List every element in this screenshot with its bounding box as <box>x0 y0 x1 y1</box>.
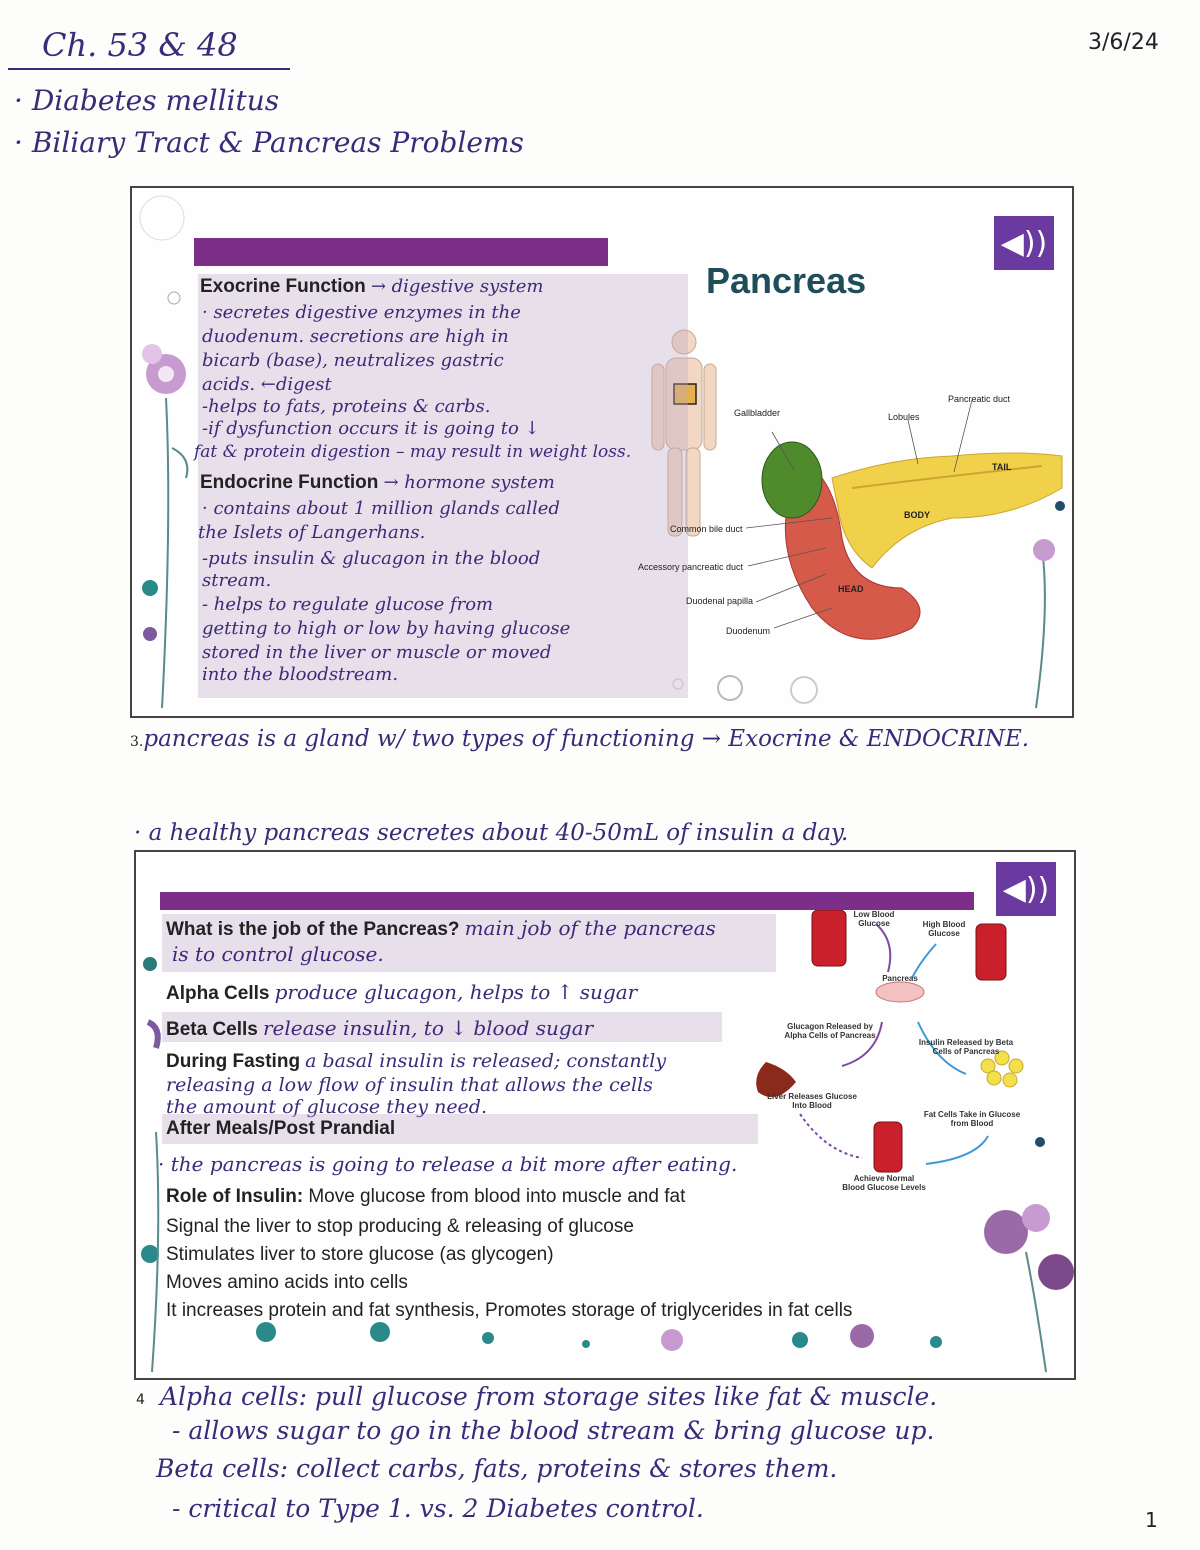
note-4-line: - critical to Type 1. vs. 2 Diabetes control. <box>172 1494 704 1523</box>
label-duodenal-papilla: Duodenal papilla <box>686 596 754 606</box>
diagram-fat-cells: Fat Cells Take in Glucose from Blood <box>923 1110 1021 1128</box>
slide1-notes <box>194 274 688 698</box>
after-meals-note: · the pancreas is going to release a bit more after eating. <box>158 1152 738 1176</box>
topic-2: · Biliary Tract & Pancreas Problems <box>14 126 524 159</box>
endocrine-line: into the bloodstream. <box>202 664 399 685</box>
diagram-glucagon-released: Glucagon Released by Alpha Cells of Pancreas <box>784 1022 876 1040</box>
alpha-cells: Alpha Cells produce glucagon, helps to ↑ sugar <box>166 980 638 1004</box>
role-line: It increases protein and fat synthesis, Promotes storage of triglycerides in fat cells <box>166 1300 853 1321</box>
endocrine-line: -puts insulin & glucagon in the blood <box>202 548 541 569</box>
slide-pancreas <box>130 186 1074 718</box>
slide-pancreas-job <box>134 850 1076 1380</box>
exocrine-heading: Exocrine Function <box>200 276 366 297</box>
fasting-line: the amount of glucose they need. <box>166 1096 488 1118</box>
speaker-icon[interactable]: ◀)) <box>994 216 1054 270</box>
job-question: What is the job of the Pancreas? main job of the pancreas <box>166 916 716 940</box>
exocrine-line: -if dysfunction occurs it is going to ↓ <box>202 418 540 439</box>
endocrine-line: stored in the liver or muscle or moved <box>202 642 552 663</box>
role-line: Stimulates liver to store glucose (as glycogen) <box>166 1244 554 1265</box>
exocrine-line: · secretes digestive enzymes in the <box>202 302 521 323</box>
label-pancreatic-duct: Pancreatic duct <box>948 394 1011 404</box>
label-gallbladder: Gallbladder <box>734 408 781 418</box>
role-line: Moves amino acids into cells <box>166 1272 408 1293</box>
note-4-number: 4 <box>136 1392 145 1408</box>
exocrine-line: duodenum. secretions are high in <box>202 326 509 347</box>
slide2-title-bar <box>160 892 974 910</box>
role-line: Signal the liver to stop producing & releasing of glucose <box>166 1216 634 1237</box>
role-of-insulin: Role of Insulin: Move glucose from blood into muscle and fat <box>166 1186 686 1207</box>
heading-underline <box>8 68 290 70</box>
exocrine-line: bicarb (base), neutralizes gastric <box>202 350 504 371</box>
diagram-pancreas: Pancreas <box>882 974 918 983</box>
diagram-liver-releases: Liver Releases Glucose Into Blood <box>767 1092 857 1110</box>
job-answer: is to control glucose. <box>172 942 384 966</box>
speaker-icon[interactable]: ◀)) <box>996 862 1056 916</box>
diagram-low-glucose: Low Blood Glucose <box>853 910 895 928</box>
label-tail: TAIL <box>992 462 1012 472</box>
diagram-normal-glucose: Achieve Normal Blood Glucose Levels <box>842 1174 926 1192</box>
endocrine-heading: Endocrine Function <box>200 472 379 493</box>
after-meals-heading: After Meals/Post Prandial <box>166 1118 396 1139</box>
slide1-title-bar <box>194 238 608 266</box>
exocrine-note: → digestive system <box>370 276 544 297</box>
label-accessory-duct: Accessory pancreatic duct <box>638 562 744 572</box>
label-body: BODY <box>904 510 931 520</box>
topic-1: · Diabetes mellitus <box>14 84 280 117</box>
fasting-line: releasing a low flow of insulin that allows the cells <box>166 1074 653 1096</box>
note-4-line: Alpha cells: pull glucose from storage sites like fat & muscle. <box>160 1382 938 1411</box>
diagram-insulin-released: Insulin Released by Beta Cells of Pancreas <box>918 1038 1014 1056</box>
label-duodenum: Duodenum <box>726 626 771 636</box>
exocrine-line: acids. ←digest <box>202 374 332 395</box>
label-head: HEAD <box>838 584 864 594</box>
endocrine-line: · contains about 1 million glands called <box>202 498 560 519</box>
endocrine-line: stream. <box>202 570 272 591</box>
endocrine-line: - helps to regulate glucose from <box>202 594 494 615</box>
diagram-high-glucose: High Blood Glucose <box>922 920 966 938</box>
beta-cells: Beta Cells release insulin, to ↓ blood sugar <box>166 1016 594 1040</box>
endocrine-note: → hormone system <box>383 472 555 493</box>
note-healthy-pancreas: · a healthy pancreas secretes about 40-50mL of insulin a day. <box>134 820 849 846</box>
during-fasting: During Fasting a basal insulin is released; constantly <box>166 1050 667 1072</box>
page-number: 1 <box>1145 1508 1158 1532</box>
exocrine-line: -helps to fats, proteins & carbs. <box>202 396 491 417</box>
note-4-line: Beta cells: collect carbs, fats, proteins & stores them. <box>156 1454 838 1483</box>
endocrine-line: getting to high or low by having glucose <box>202 618 571 639</box>
note-4-line: - allows sugar to go in the blood stream & bring glucose up. <box>172 1416 935 1445</box>
endocrine-line: the Islets of Langerhans. <box>198 522 426 543</box>
label-common-bile-duct: Common bile duct <box>670 524 743 534</box>
label-lobules: Lobules <box>888 412 920 422</box>
date: 3/6/24 <box>1088 30 1159 55</box>
chapter-heading: Ch. 53 & 48 <box>42 26 238 64</box>
note-3: 3.pancreas is a gland w/ two types of functioning → Exocrine & ENDOCRINE. <box>130 726 1030 752</box>
slide1-title: Pancreas <box>706 260 867 301</box>
exocrine-line: fat & protein digestion – may result in weight loss. <box>194 442 632 462</box>
